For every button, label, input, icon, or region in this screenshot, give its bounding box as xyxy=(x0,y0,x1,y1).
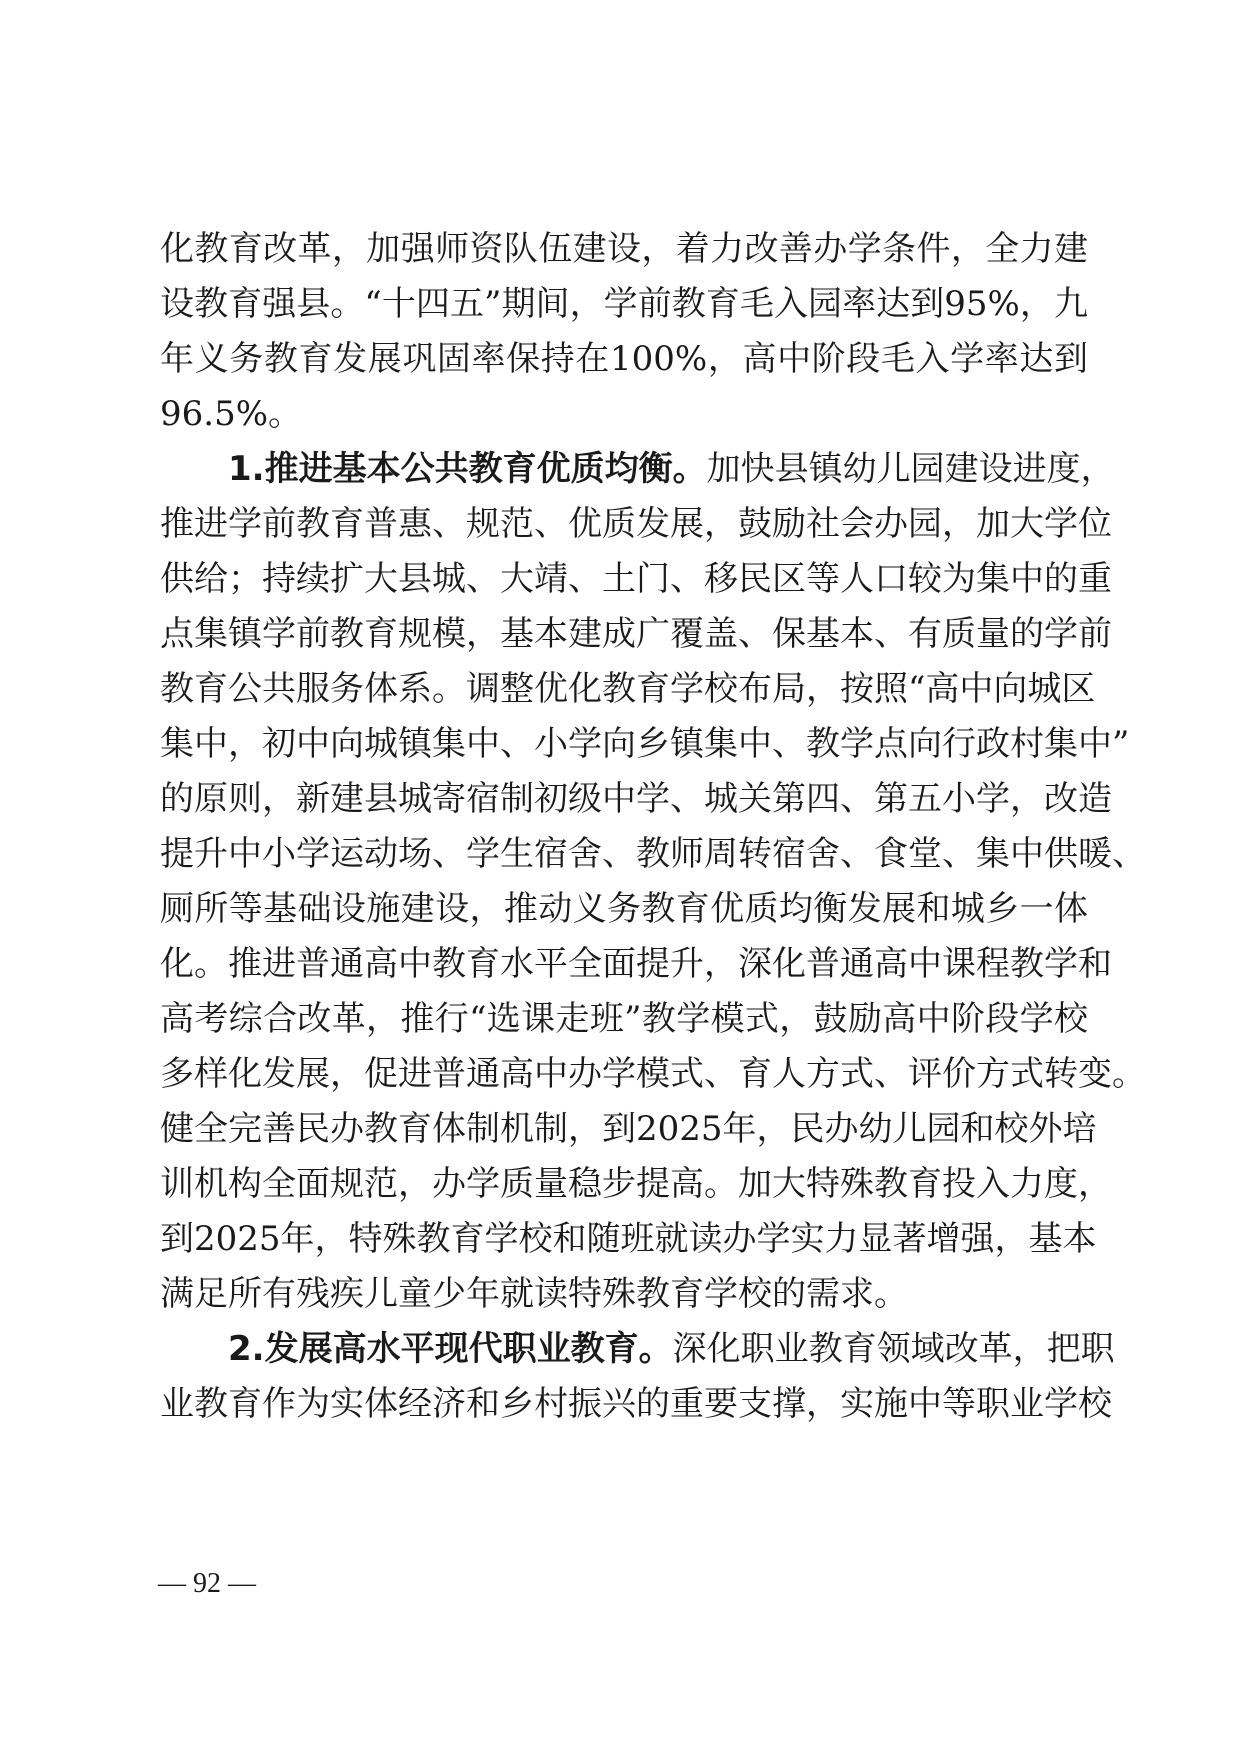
text-line: 教育公共服务体系。调整优化教育学校布局，按照“高中向城区 xyxy=(160,669,1096,709)
text-line: 业教育作为实体经济和乡村振兴的重要支撑，实施中等职业学校 xyxy=(160,1384,1112,1424)
text-line: 厕所等基础设施建设，推动义务教育优质均衡发展和城乡一体 xyxy=(160,889,1088,929)
text-line: 高考综合改革，推行“选课走班”教学模式，鼓励高中阶段学校 xyxy=(160,999,1088,1039)
paragraph xyxy=(160,1322,1115,1432)
paragraph xyxy=(160,222,1088,442)
text-line: 健全完善民办教育体制机制，到2025年，民办幼儿园和校外培 xyxy=(160,1109,1097,1149)
document-body xyxy=(160,222,1146,1432)
text-line: 96.5%。 xyxy=(160,394,303,434)
text-line xyxy=(160,442,1115,497)
text-line: 集中，初中向城镇集中、小学向乡镇集中、教学点向行政村集中” xyxy=(160,724,1130,764)
text-line: 点集镇学前教育规模，基本建成广覆盖、保基本、有质量的学前 xyxy=(160,614,1112,654)
text-run: 深化职业教育领域改革，把职 xyxy=(672,1329,1115,1369)
text-line: 训机构全面规范，办学质量稳步提高。加大特殊教育投入力度， xyxy=(160,1164,1112,1204)
section-heading: 2.发展高水平现代职业教育。 xyxy=(228,1329,673,1369)
text-line: 到2025年，特殊教育学校和随班就读办学实力显著增强，基本 xyxy=(160,1219,1097,1259)
text-line: 提升中小学运动场、学生宿舍、教师周转宿舍、食堂、集中供暖、 xyxy=(160,834,1146,874)
text-line: 年义务教育发展巩固率保持在100%，高中阶段毛入学率达到 xyxy=(160,339,1088,379)
paragraph xyxy=(160,442,1146,1322)
text-line: 化教育改革，加强师资队伍建设，着力改善办学条件，全力建 xyxy=(160,229,1088,269)
text-line: 化。推进普通高中教育水平全面提升，深化普通高中课程教学和 xyxy=(160,944,1112,984)
text-line xyxy=(160,1322,1115,1377)
section-heading: 1.推进基本公共教育优质均衡。 xyxy=(228,449,707,489)
text-run: 加快县镇幼儿园建设进度， xyxy=(706,449,1115,489)
text-line: 的原则，新建县城寄宿制初级中学、城关第四、第五小学，改造 xyxy=(160,779,1112,819)
text-line: 满足所有残疾儿童少年就读特殊教育学校的需求。 xyxy=(160,1274,908,1314)
text-line: 设教育强县。“十四五”期间，学前教育毛入园率达到95%，九 xyxy=(160,284,1088,324)
text-line: 多样化发展，促进普通高中办学模式、育人方式、评价方式转变。 xyxy=(160,1054,1146,1094)
text-line: 供给；持续扩大县城、大靖、土门、移民区等人口较为集中的重 xyxy=(160,559,1112,599)
page-number: — 92 — xyxy=(158,1568,256,1599)
text-line: 推进学前教育普惠、规范、优质发展，鼓励社会办园，加大学位 xyxy=(160,504,1112,544)
